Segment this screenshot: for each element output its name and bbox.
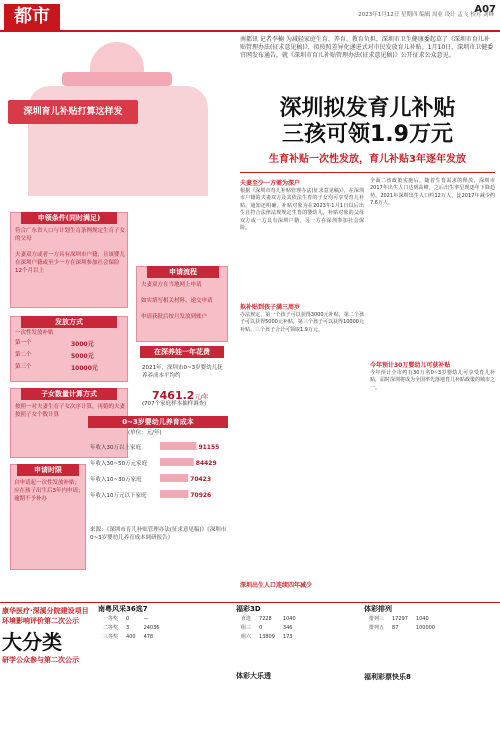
income-table-unit: (单位：元/年) [128,430,162,436]
lottery-cell: 1040 [415,616,429,622]
bottle-nipple-icon [90,42,144,72]
headline-line-1: 深圳拟发育儿补贴 [279,96,456,121]
subheadline: 生育补贴一次性发放，育儿补贴3年逐年发放 [269,154,466,165]
release-label: 第二个 [15,352,32,358]
release-title: 发放方式 [21,316,117,328]
lottery-cell: 0 [259,625,263,631]
care-intro: 2021年，深圳市0~3岁婴幼儿抚养养成本平均约 [142,365,223,379]
headline [240,96,495,148]
lottery-cell: 24036 [143,625,160,631]
header-divider [0,30,500,32]
lottery-table [364,614,440,634]
income-row-value: 70423 [190,476,212,483]
lottery-block-2 [236,606,356,680]
release-amount: 3000元 [71,341,94,348]
income-bar [160,442,196,450]
care-value: 7461.2 [152,389,195,402]
release-label: 第一个 [15,340,32,346]
lottery-cell: 478 [143,634,154,640]
apply-target-item: 符合广东省人口与计划生育条例规定生育子女的父母 [15,228,126,242]
income-row-value: 84429 [195,460,217,467]
lottery-block-3 [364,606,496,681]
article-rule [240,172,495,173]
section-title: 夫妻至少一方需为深户 [240,180,301,187]
apply-period-panel [10,464,86,570]
lottery-cell: 100000 [415,625,436,631]
infographic-label: 深圳育儿补贴打算这样发 [8,100,138,124]
lottery-cell: 17297 [392,616,408,622]
release-note: 一次性发放补贴 [15,330,54,336]
income-row-label: 年收入10万元以下家庭 [90,493,147,499]
lottery-cell: 一等奖 [103,616,119,622]
article-column: 根据《深圳市育儿补贴管理办法(征求意见稿)》，在深圳市户籍的夫妻双方及其依法生育的子女均可享受育儿补贴。通知还明确，补贴对象为在2023年1月1日以后出生且符合法律法规规定生育的婴幼儿，补贴对象的父母双方或一方具有深圳户籍，另一方在深圳参加社会保险。 [240,188,364,232]
income-row-value: 91155 [198,444,220,451]
infographic-source: 来源：《深圳市育儿补贴管理办法(征求意见稿)》《深圳市0~3岁婴幼儿养育成本调研报告》 [90,527,227,541]
apply-method-title: 申请流程 [147,266,219,278]
lottery-cell: — [143,616,149,622]
lottery-block-1 [98,606,228,643]
child-count-text: 按照一对夫妻生育子女次序计算，再婚的夫妻按照子女个数计算 [15,404,126,418]
apply-method-panel [136,266,228,342]
lottery-title: 体彩排列 [364,605,392,613]
ad-notice: 研学公众参与第二次公示 [2,656,79,664]
child-count-title: 子女数量计算方式 [21,388,117,400]
apply-target-item: 夫妻双方或者一方具有深圳市户籍，且该婴儿在深圳户籍或至少一方在深圳参加社会保险12个月以上 [15,252,126,274]
income-bar-chart [88,438,228,508]
lottery-title: 体彩大乐透 [236,672,271,680]
release-amount: 5000元 [71,353,94,360]
infographic [2,34,232,600]
lottery-table [236,614,301,643]
apply-method-item: 申请获批后按月发放到账户 [141,314,208,320]
income-table [88,416,228,512]
article-column: 全面二孩政策实施后，随着生育需求的释放，深圳市2017年出生人口达到高峰。之后出生率呈现逐年下降趋势。2021年深圳出生人口约12万人，比2017年减少约7.6万人。 [370,178,495,207]
section-title: 今年预计30万婴幼儿可获补贴 [370,362,451,369]
ad-big-text: 大分类 [2,630,62,654]
headline-line-2: 三孩可领1.9万元 [282,122,453,147]
care-title: 在深养娃一年花费 [140,346,224,358]
article-kicker: 南都讯 记者李楠 为减轻家庭生育、养育、教育负担，深圳市卫生健康委起草了《深圳市育儿补贴管理办法(征求意见稿)》，拟按照差异化递进式对市民发放育儿补贴。1月10日，深圳市卫健委官网发布通告，就《深圳市育儿补贴管理办法(征求意见稿)》公开征求公众意见。 [240,36,494,59]
lottery-cell: 1040 [282,616,296,622]
lottery-cell: 直选 [241,616,252,622]
lottery-title: 福彩3D [236,605,261,613]
section-logo: 都市 [4,4,60,30]
lottery-cell: 13809 [259,634,275,640]
income-bar [160,490,188,498]
bottom-divider [0,602,500,603]
income-bar [160,458,194,466]
apply-period-text: 自申请起一次性发放补贴；应在孩子出生后3年内申请；逾期不予补办 [14,480,84,502]
lottery-cell: 87 [392,625,399,631]
apply-target-title: 申领条件(同时满足) [21,212,117,224]
lottery-title: 南粤风采36选7 [98,605,148,613]
income-row-label: 年收入30万以上家庭 [90,445,141,451]
lottery-cell: 排列五 [369,625,385,631]
lottery-cell: 排列三 [369,616,385,622]
release-amount: 10000元 [71,365,98,372]
lottery-cell: 0 [126,616,130,622]
header-info: 2023年1月12日 星期四 编辑 周业 设计 孟飞 校对 刘峰 [358,12,494,18]
apply-method-item: 如实填写相关材料、递交申请 [141,298,213,304]
ad-title: 康华医疗·深溪分院建设项目 [2,607,89,615]
lottery-cell: 3 [126,625,130,631]
page-number: A07 [474,4,496,15]
advert-block [2,606,94,746]
care-unit: 元/年 [194,394,209,401]
lottery-title: 福利彩票快乐8 [364,673,411,681]
lottery-cell: 346 [282,625,293,631]
apply-period-title: 申请时限 [17,464,79,476]
income-row-value: 70926 [190,492,212,499]
release-label: 第三个 [15,364,32,370]
income-row-label: 年收入30~50万元家庭 [90,461,148,467]
section-title: 拟补贴到孩子满三周岁 [240,304,301,311]
ad-subtitle: 环境影响评价第二次公示 [2,617,79,625]
bottle-ring-icon [62,72,172,86]
article-column: 办法规定，第一个孩子可以获得3000元补贴，第二个孩子可以获得5000元补贴，第三个孩子可以获得10000元补贴。三个孩子合计可领取1.9万元。 [240,312,364,333]
lottery-cell: 400 [126,634,136,640]
release-panel [10,316,128,382]
article-column: 今年预计全市约有30万名0~3岁婴幼儿可享受育儿补贴，届时深圳将成为全国率先落地育儿补贴政策的城市之一。 [370,370,496,391]
care-note: (707个家庭样本抽样调查) [142,401,207,407]
lottery-table [98,614,164,643]
lottery-cell: 组三 [241,625,252,631]
lottery-cell: 二等奖 [103,625,119,631]
income-table-title: 0~3岁婴幼儿养育成本 [88,416,228,428]
income-bar [160,474,188,482]
apply-method-item: 夫妻双方在当地网上申请 [141,282,202,288]
apply-target-panel [10,212,128,308]
income-row-label: 年收入10~30万家庭 [90,477,142,483]
section-title: 深圳出生人口连续四年减少 [240,582,313,589]
lottery-cell: 7228 [259,616,272,622]
lottery-cell: 173 [282,634,293,640]
lottery-cell: 组六 [241,634,252,640]
lottery-cell: 三等奖 [103,634,119,640]
